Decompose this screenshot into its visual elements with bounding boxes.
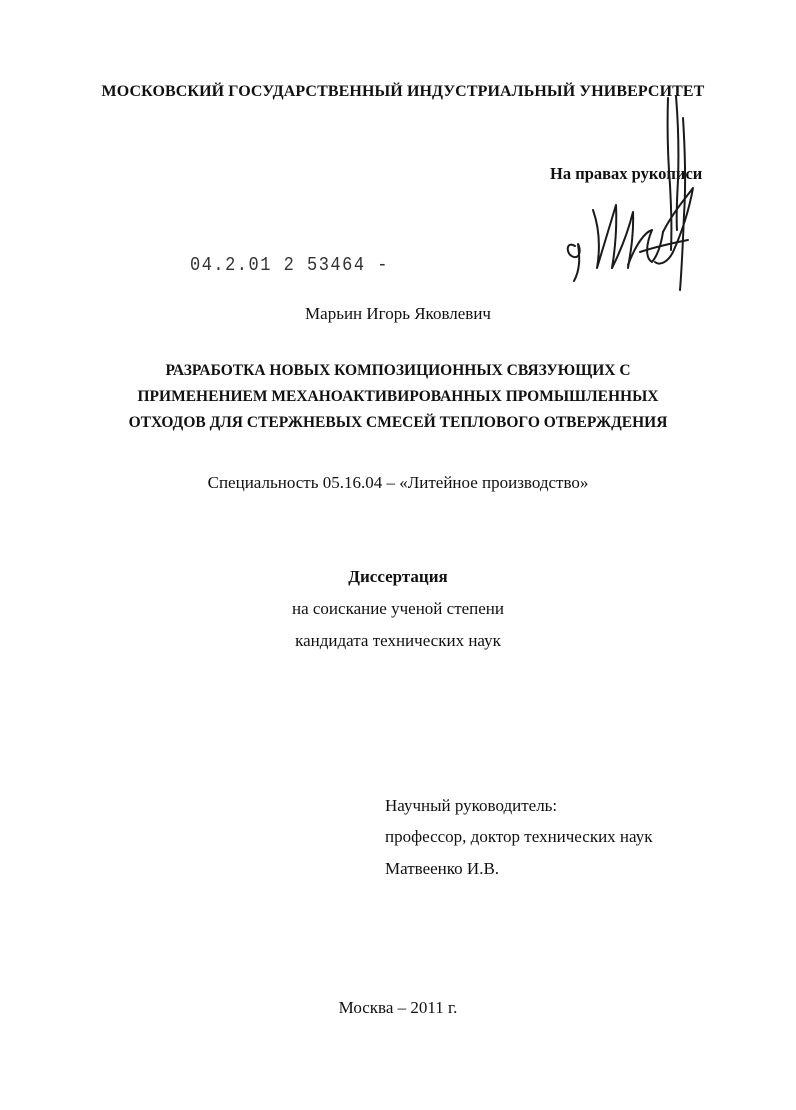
specialty: Специальность 05.16.04 – «Литейное производство» <box>207 473 589 492</box>
rights-note: На правах рукописи <box>550 164 703 183</box>
dissertation-type: Диссертация <box>348 567 448 586</box>
title-line: РАЗРАБОТКА НОВЫХ КОМПОЗИЦИОННЫХ СВЯЗУЮЩИХ С <box>165 362 631 379</box>
supervisor-name: Матвеенко И.В. <box>385 859 500 878</box>
university-name: МОСКОВСКИЙ ГОСУДАРСТВЕННЫЙ ИНДУСТРИАЛЬНЫЙ УНИВЕРСИТЕТ <box>101 83 705 100</box>
dissertation-title <box>0 358 796 436</box>
city-year: Москва – 2011 г. <box>338 998 458 1017</box>
dissertation-degree: кандидата технических наук <box>295 631 501 650</box>
title-line: ПРИМЕНЕНИЕМ МЕХАНОАКТИВИРОВАННЫХ ПРОМЫШЛЕННЫХ <box>137 388 659 405</box>
supervisor-title: профессор, доктор технических наук <box>385 827 653 846</box>
registration-stamp: 04.2.01 2 53464 - <box>190 255 389 277</box>
dissertation-purpose: на соискание ученой степени <box>291 599 505 618</box>
author-name: Марьин Игорь Яковлевич <box>305 304 491 323</box>
title-line: ОТХОДОВ ДЛЯ СТЕРЖНЕВЫХ СМЕСЕЙ ТЕПЛОВОГО ОТВЕРЖДЕНИЯ <box>128 414 668 431</box>
supervisor-label: Научный руководитель: <box>385 796 558 815</box>
